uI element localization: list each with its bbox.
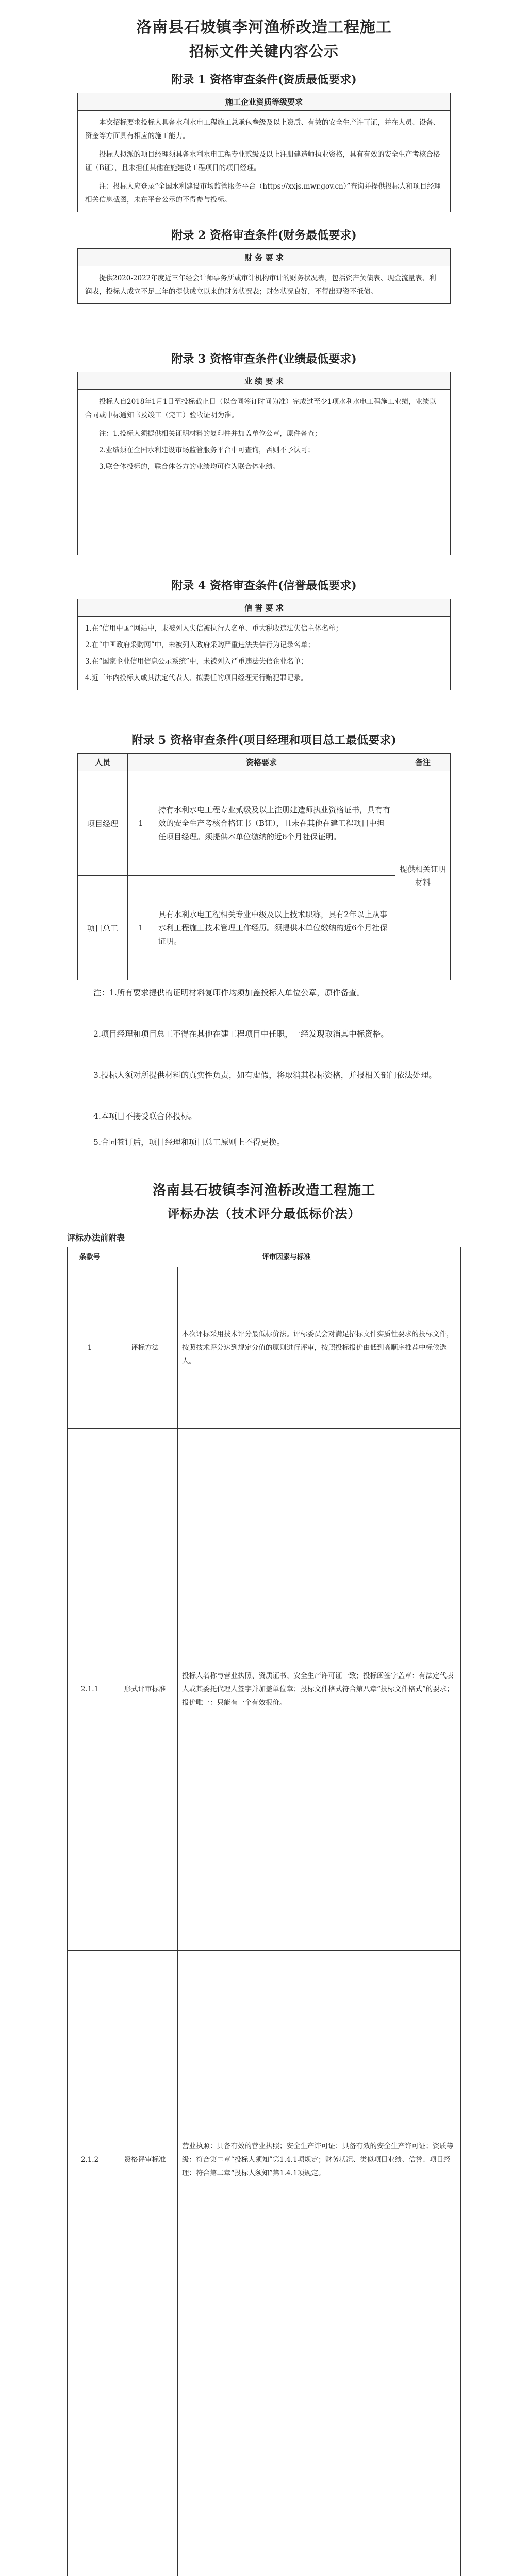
document-subtitle: 招标文件关键内容公示 [189,43,339,60]
annex4-item-2: 2.在“中国政府采购网”中，未被列入政府采购严重违法失信行为记录名单； [85,641,315,649]
annex2-title: 附录 2 资格审查条件(财务最低要求) [171,229,357,242]
annex1-table [77,93,451,212]
annex4-item-4: 4.近三年内投标人或其法定代表人、拟委任的项目经理无行贿犯罪记录。 [85,674,308,682]
eval-row-no: 1 [68,1267,112,1429]
eval-row-no: 2.1.2 [68,1951,112,2369]
annex4-table-header: 信 誉 要 求 [78,599,451,617]
annex5-head-req: 资格要求 [128,754,395,771]
eval-row-name: 资格评审标准 [112,1951,178,2369]
annex2-para: 提供2020-2022年度近三年经会计师事务所或审计机构审计的财务状况表，包括资产负债表、现金流量表、利润表，投标人成立不足三年的提供成立以来的财务状况表；财务状况良好，不得出现资不抵债。 [85,274,436,296]
eval-row-name: 形式评审标准 [112,1429,178,1951]
table-row [78,771,451,876]
document-title: 洛南县石坡镇李河渔桥改造工程施工 [136,19,392,37]
annex5-para-3: 3.投标人须对所提供材料的真实性负责，如有虚假，将取消其投标资格，并报相关部门依法处理。 [93,1071,437,1080]
annex5-head-person: 人员 [78,754,128,771]
annex5-title: 附录 5 资格审查条件(项目经理和项目总工最低要求) [131,734,397,747]
table-row [68,1267,461,1429]
annex5-role-1: 项目经理 [78,771,128,876]
annex1-para-1: 本次招标要求投标人具备水利水电工程施工总承包叁级及以上资质、有效的安全生产许可证，并在人员、设备、资金等方面具有相应的施工能力。 [85,118,440,140]
annex3-title: 附录 3 资格审查条件(业绩最低要求) [171,352,357,366]
eval-row-name [112,2369,178,2576]
annex3-para-3: 2.业绩须在全国水利建设市场监管服务平台中可查询，否则不予认可； [99,446,315,454]
eval-head-factor: 评审因素与标准 [112,1247,461,1267]
annex3-para-2: 注：1.投标人须提供相关证明材料的复印件并加盖单位公章，原件备查； [99,430,322,438]
annex5-para-4: 4.本项目不接受联合体投标。 [93,1112,197,1121]
eval-row-name: 评标方法 [112,1267,178,1429]
eval-title-1: 洛南县石坡镇李河渔桥改造工程施工 [152,1183,375,1198]
annex5-role-2: 项目总工 [78,876,128,980]
annex1-para-3: 注：投标人应登录“全国水利建设市场监管服务平台（https://xxjs.mwr.gov.cn）”查询并提供投标人和项目经理相关信息截图，未在平台公示的不得参与投标。 [85,182,441,204]
annex3-table-header: 业 绩 要 求 [78,372,451,390]
annex5-para-5: 5.合同签订后，项目经理和项目总工原则上不得更换。 [93,1138,285,1147]
eval-title-2: 评标办法（技术评分最低标价法） [167,1207,361,1221]
annex4-table [77,599,451,690]
annex5-note: 提供相关证明材料 [395,771,451,980]
table-row [78,876,451,980]
annex1-title: 附录 1 资格审查条件(资质最低要求) [171,73,357,87]
annex2-table-header: 财 务 要 求 [78,249,451,266]
annex2-table [77,248,451,304]
annex5-para-2: 2.项目经理和项目总工不得在其他在建工程项目中任职，一经发现取消其中标资格。 [93,1029,389,1039]
annex5-num-1: 1 [128,771,154,876]
annex5-num-2: 1 [128,876,154,980]
annex5-table [77,753,451,980]
annex3-table [77,372,451,555]
table-row [68,2369,461,2576]
annex1-para-2: 投标人拟派的项目经理须具备水利水电工程专业贰级及以上注册建造师执业资格，具有有效的安全生产考核合格证（B证），且未担任其他在施建设工程项目的项目经理。 [85,150,440,172]
eval-row-text: 本次评标采用技术评分最低标价法。评标委员会对满足招标文件实质性要求的投标文件，按照技术评分达到规定分值的原则进行评审，按照投标报价由低到高顺序推荐中标候选人。 [178,1267,461,1429]
eval-row-text: 投标人名称与营业执照、资质证书、安全生产许可证一致；投标函签字盖章：有法定代表人或其委托代理人签字并加盖单位章；投标文件格式符合第八章“投标文件格式”的要求；报价唯一：只能有一个有效报价。 [178,1429,461,1951]
annex3-para-1: 投标人自2018年1月1日至投标截止日（以合同签订时间为准）完成过至少1项水利水电工程施工业绩，业绩以合同或中标通知书及竣工（完工）验收证明为准。 [85,398,437,419]
annex5-para-1: 注：1.所有要求提供的证明材料复印件均须加盖投标人单位公章，原件备查。 [93,988,365,997]
eval-row-no [68,2369,112,2576]
annex5-head-note: 备注 [395,754,451,771]
eval-row-text [178,2369,461,2576]
annex3-para-4: 3.联合体投标的，联合体各方的业绩均可作为联合体业绩。 [99,463,280,471]
eval-head-no: 条款号 [68,1247,112,1267]
annex5-text-1: 持有水利水电工程专业贰级及以上注册建造师执业资格证书，具有有效的安全生产考核合格证书（B证），且未在其他在建工程项目中担任项目经理。须提供本单位缴纳的近6个月社保证明。 [154,771,395,876]
eval-table-caption: 评标办法前附表 [67,1233,125,1243]
annex5-text-2: 具有水利水电工程相关专业中级及以上技术职称，具有2年以上从事水利工程施工技术管理工作经历。须提供本单位缴纳的近6个月社保证明。 [154,876,395,980]
table-row [68,1429,461,1951]
annex4-title: 附录 4 资格审查条件(信誉最低要求) [171,579,357,592]
eval-table [67,1247,461,2576]
annex1-table-header: 施工企业资质等级要求 [78,93,451,111]
eval-row-no: 2.1.1 [68,1429,112,1951]
annex4-item-3: 3.在“国家企业信用信息公示系统”中，未被列入严重违法失信企业名单； [85,657,308,666]
table-row [68,1951,461,2369]
eval-row-text: 营业执照：具备有效的营业执照；安全生产许可证：具备有效的安全生产许可证；资质等级：符合第二章“投标人须知”第1.4.1项规定；财务状况、类似项目业绩、信誉、项目经理：符合第二章“投标人须知”第1.4.1项规定。 [178,1951,461,2369]
annex4-item-1: 1.在“信用中国”网站中，未被列入失信被执行人名单、重大税收违法失信主体名单； [85,624,343,633]
